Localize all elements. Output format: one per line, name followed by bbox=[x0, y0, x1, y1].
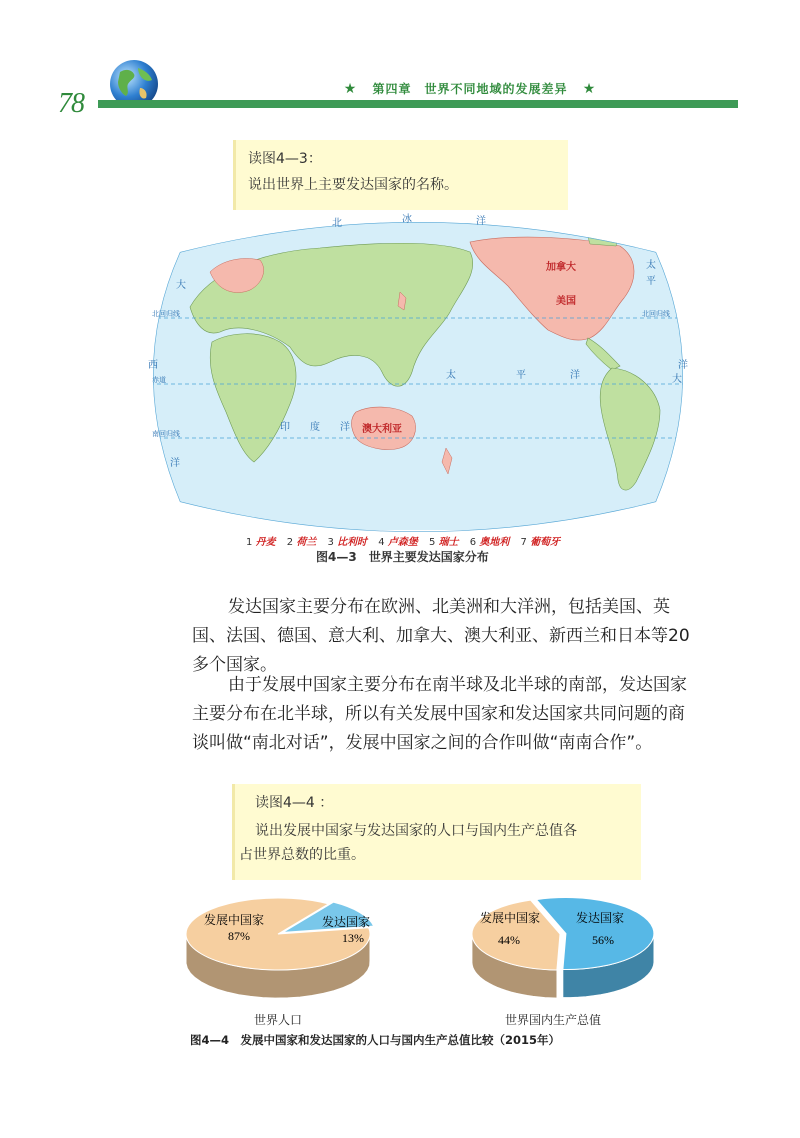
ocean-label: 太 bbox=[446, 370, 456, 381]
header-rule bbox=[98, 100, 738, 108]
legend-country: 荷兰 bbox=[296, 537, 317, 548]
ocean-label: 洋 bbox=[340, 422, 350, 433]
slice-value-developing: 87% bbox=[228, 929, 250, 943]
tropic-of-capricorn-label: 南回归线 bbox=[152, 430, 180, 438]
ocean-label: 洋 bbox=[678, 360, 688, 371]
prompt-heading: 读图4—4 ： bbox=[255, 795, 334, 811]
page-number: 78 bbox=[58, 88, 84, 119]
ocean-label: 大 bbox=[176, 280, 186, 291]
slice-value-developed: 13% bbox=[342, 931, 364, 945]
figure-caption: 图4—4 发展中国家和发达国家的人口与国内生产总值比较（2015年） bbox=[190, 1033, 561, 1047]
paragraph-line: 国、法国、德国、意大利、加拿大、澳大利亚、新西兰和日本等20 bbox=[192, 626, 690, 646]
ocean-label: 太 bbox=[646, 260, 656, 271]
prompt-text: 说出发展中国家与发达国家的人口与国内生产总值各 bbox=[255, 823, 577, 839]
paragraph-line: 发达国家主要分布在欧洲、北美洲和大洋洲，包括美国、英 bbox=[228, 597, 670, 617]
body-paragraph bbox=[192, 671, 752, 758]
legend-number: 1 bbox=[246, 537, 253, 548]
chapter-title-text: 第四章 世界不同地域的发展差异 bbox=[372, 82, 568, 96]
country-label-australia: 澳大利亚 bbox=[362, 424, 402, 435]
ocean-label: 平 bbox=[646, 276, 656, 287]
ocean-label: 北 bbox=[332, 218, 342, 229]
ocean-label: 洋 bbox=[570, 370, 580, 381]
ocean-label: 度 bbox=[310, 422, 320, 433]
ocean-label: 大 bbox=[672, 374, 682, 385]
legend-country: 比利时 bbox=[337, 537, 368, 548]
world-map bbox=[150, 212, 686, 530]
country-label-usa: 美国 bbox=[556, 296, 576, 307]
paragraph-line: 多个国家。 bbox=[192, 655, 277, 675]
ocean-label: 冰 bbox=[402, 214, 412, 225]
prompt-text: 占世界总数的比重。 bbox=[239, 847, 365, 863]
prompt-heading: 读图4—3： bbox=[248, 151, 322, 167]
reading-prompt-box bbox=[232, 784, 641, 880]
legend-number: 2 bbox=[286, 537, 294, 548]
tropic-of-cancer-label: 北回归线 bbox=[642, 310, 670, 318]
legend-country: 丹麦 bbox=[255, 537, 276, 548]
legend-number: 3 bbox=[327, 537, 334, 548]
pie-chart-population bbox=[178, 890, 388, 1010]
legend-country: 瑞士 bbox=[438, 537, 459, 548]
legend-number: 7 bbox=[520, 537, 527, 548]
ocean-label: 平 bbox=[516, 370, 526, 381]
legend-number: 5 bbox=[429, 537, 436, 548]
slice-value-developed: 56% bbox=[592, 933, 614, 947]
slice-label-developed: 发达国家 bbox=[576, 911, 625, 925]
paragraph-line: 由于发展中国家主要分布在南半球及北半球的南部，发达国家 bbox=[228, 675, 687, 695]
map-legend bbox=[238, 533, 560, 548]
slice-label-developed: 发达国家 bbox=[322, 915, 371, 929]
chapter-title bbox=[320, 80, 620, 97]
ocean-label: 洋 bbox=[476, 216, 486, 227]
pie-title-gdp: 世界国内生产总值 bbox=[505, 1013, 602, 1027]
star-icon: ★ bbox=[582, 81, 597, 97]
ocean-label: 洋 bbox=[170, 458, 180, 469]
equator-label: 赤道 bbox=[152, 376, 166, 384]
slice-label-developing: 发展中国家 bbox=[204, 913, 265, 927]
legend-country: 葡萄牙 bbox=[530, 537, 561, 548]
slice-label-developing: 发展中国家 bbox=[480, 911, 541, 925]
pie-title-population: 世界人口 bbox=[254, 1013, 303, 1027]
slice-value-developing: 44% bbox=[498, 933, 520, 947]
paragraph-line: 谈叫做“南北对话”，发展中国家之间的合作叫做“南南合作”。 bbox=[192, 733, 653, 753]
ocean-label: 西 bbox=[148, 360, 158, 371]
legend-country: 奥地利 bbox=[479, 537, 510, 548]
figure-caption: 图4—3 世界主要发达国家分布 bbox=[316, 550, 489, 564]
prompt-text: 说出世界上主要发达国家的名称。 bbox=[248, 177, 458, 193]
pie-chart-gdp bbox=[462, 892, 658, 1004]
reading-prompt-box bbox=[233, 140, 568, 210]
legend-number: 6 bbox=[469, 537, 477, 548]
ocean-label: 印 bbox=[280, 422, 290, 433]
paragraph-line: 主要分布在北半球，所以有关发展中国家和发达国家共同问题的商 bbox=[192, 704, 685, 724]
body-paragraph bbox=[192, 593, 752, 680]
country-label-canada: 加拿大 bbox=[546, 262, 576, 273]
tropic-of-cancer-label: 北回归线 bbox=[152, 310, 180, 318]
star-icon: ★ bbox=[343, 81, 358, 97]
legend-number: 4 bbox=[378, 537, 385, 548]
legend-country: 卢森堡 bbox=[387, 537, 418, 548]
